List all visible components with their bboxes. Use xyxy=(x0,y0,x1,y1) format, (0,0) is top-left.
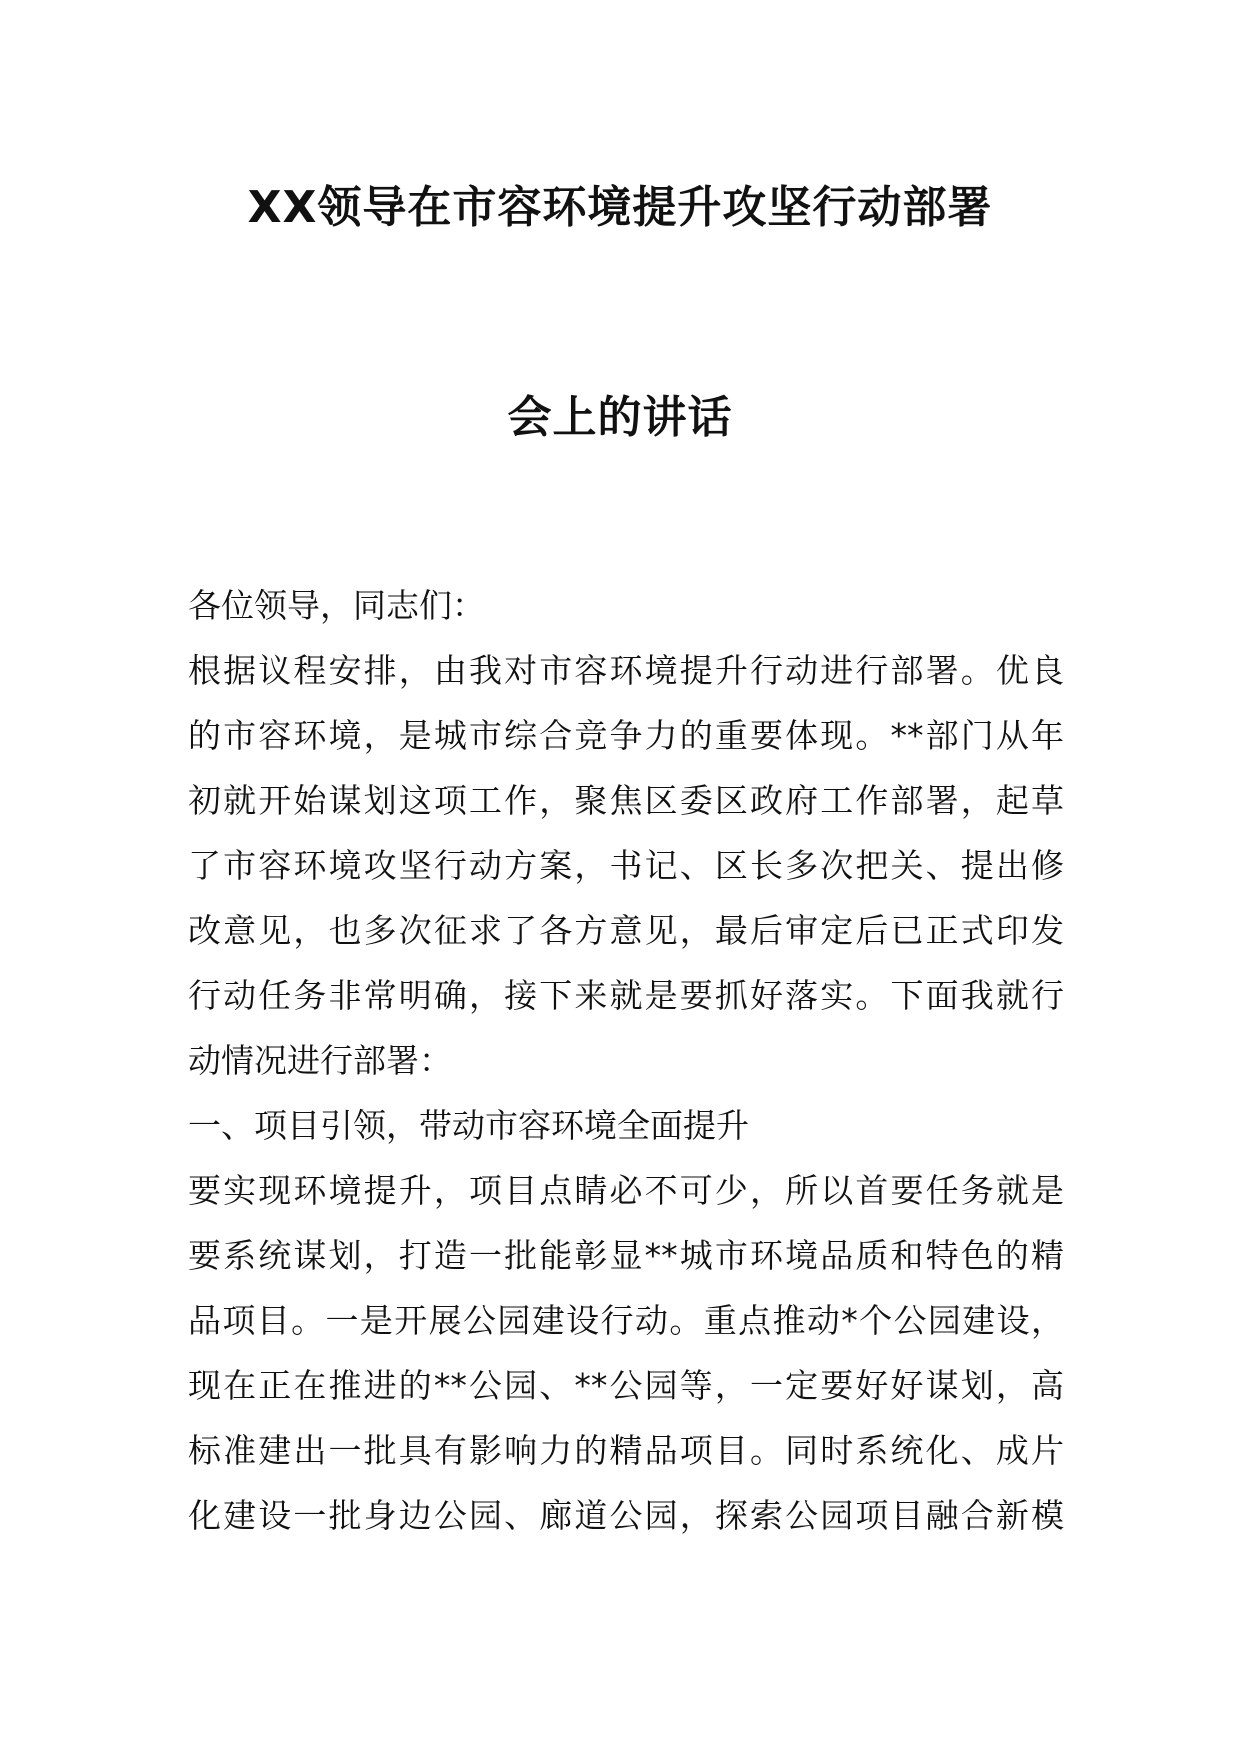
body-line: 化建设一批身边公园、廊道公园，探索公园项目融合新模 xyxy=(188,1496,1064,1535)
body-line: 改意见，也多次征求了各方意见，最后审定后已正式印发 xyxy=(188,911,1064,950)
body-line: 动情况进行部署： xyxy=(188,1041,452,1080)
body-line: 要系统谋划，打造一批能彰显**城市环境品质和特色的精 xyxy=(188,1236,1064,1275)
body-line: 现在正在推进的**公园、**公园等，一定要好好谋划，高 xyxy=(188,1366,1064,1405)
document-title-line-2: 会上的讲话 xyxy=(507,392,733,443)
body-line: 行动任务非常明确，接下来就是要抓好落实。下面我就行 xyxy=(188,976,1064,1015)
body-line: 初就开始谋划这项工作，聚焦区委区政府工作部署，起草 xyxy=(188,781,1064,820)
body-line: 要实现环境提升，项目点睛必不可少，所以首要任务就是 xyxy=(188,1171,1064,1210)
body-line: 根据议程安排，由我对市容环境提升行动进行部署。优良 xyxy=(188,651,1064,690)
body-line: 的市容环境，是城市综合竞争力的重要体现。**部门从年 xyxy=(188,716,1064,755)
body-line: 标准建出一批具有影响力的精品项目。同时系统化、成片 xyxy=(188,1431,1064,1470)
salutation-line: 各位领导，同志们： xyxy=(188,586,485,625)
body-line: 品项目。一是开展公园建设行动。重点推动*个公园建设， xyxy=(188,1301,1064,1340)
section-heading: 一、项目引领，带动市容环境全面提升 xyxy=(188,1106,749,1145)
document-body xyxy=(188,573,1064,1548)
body-line: 了市容环境攻坚行动方案，书记、区长多次把关、提出修 xyxy=(188,846,1064,885)
document-title-line-1: XX领导在市容环境提升攻坚行动部署 xyxy=(247,182,993,233)
